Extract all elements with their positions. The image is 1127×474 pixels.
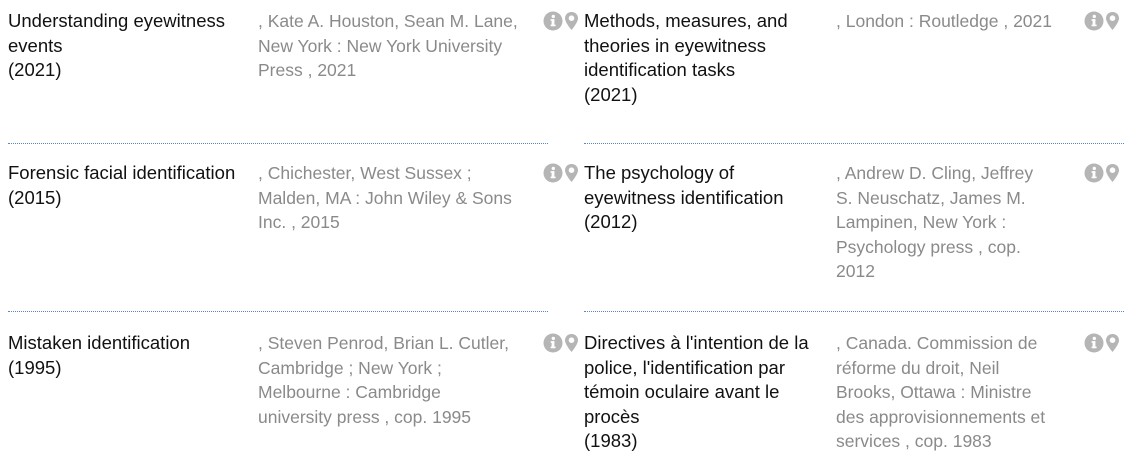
result-card — [0, 9, 568, 131]
result-title: Directives à l'intention de la police, l'identification par témoin oculaire avant le procès — [584, 332, 809, 427]
map-pin-icon[interactable] — [1105, 11, 1120, 36]
result-title: Forensic facial identification — [8, 162, 236, 183]
result-title-link[interactable] — [8, 9, 248, 83]
result-meta: , Andrew D. Cling, Jeffrey S. Neuschatz, James M. Lampinen, New York : Psychology press , cop. 2012 — [836, 163, 1034, 281]
result-actions — [1084, 11, 1126, 35]
result-actions — [1084, 333, 1126, 357]
info-icon[interactable] — [543, 163, 563, 188]
map-pin-icon[interactable] — [1105, 163, 1120, 188]
row-divider — [584, 311, 1124, 312]
result-title: Mistaken identification — [8, 332, 191, 353]
map-pin-icon[interactable] — [1105, 333, 1120, 358]
info-icon[interactable] — [543, 11, 563, 36]
result-title: Understanding eyewitness events — [8, 10, 225, 56]
result-title-link[interactable] — [584, 9, 824, 107]
info-icon[interactable] — [1084, 11, 1104, 36]
result-title-link[interactable] — [584, 331, 824, 454]
result-title-link[interactable] — [8, 331, 248, 380]
result-year: (2012) — [584, 211, 638, 232]
info-icon[interactable] — [1084, 333, 1104, 358]
result-year: (1995) — [8, 356, 62, 378]
row-divider — [8, 143, 548, 144]
result-meta: , Canada. Commission de réforme du droit, Neil Brooks, Ottawa : Ministre des approvisionnements et services , cop. 1983 — [836, 333, 1046, 451]
row-divider — [584, 143, 1124, 144]
result-title: Methods, measures, and theories in eyewitness identification tasks — [584, 10, 788, 80]
result-meta: , Kate A. Houston, Sean M. Lane, New York : New York University Press , 2021 — [258, 11, 518, 80]
result-card — [576, 331, 1127, 474]
result-actions — [1084, 163, 1126, 187]
result-card — [576, 9, 1127, 131]
result-year: (2021) — [584, 83, 638, 105]
result-card — [576, 161, 1127, 297]
info-icon[interactable] — [1084, 163, 1104, 188]
result-year: (1983) — [584, 430, 638, 451]
result-meta: , Chichester, West Sussex ; Malden, MA : John Wiley & Sons Inc. , 2015 — [258, 163, 512, 232]
result-year: (2015) — [8, 186, 62, 208]
result-year: (2021) — [8, 59, 62, 80]
result-meta: , London : Routledge , 2021 — [836, 11, 1053, 31]
result-card — [0, 161, 568, 297]
row-divider — [8, 311, 548, 312]
result-title-link[interactable] — [8, 161, 248, 210]
result-meta: , Steven Penrod, Brian L. Cutler, Cambridge ; New York ; Melbourne : Cambridge university press , cop. 1995 — [258, 333, 509, 427]
result-title: The psychology of eyewitness identification — [584, 162, 784, 208]
info-icon[interactable] — [543, 333, 563, 358]
result-title-link[interactable] — [584, 161, 824, 235]
result-card — [0, 331, 568, 474]
